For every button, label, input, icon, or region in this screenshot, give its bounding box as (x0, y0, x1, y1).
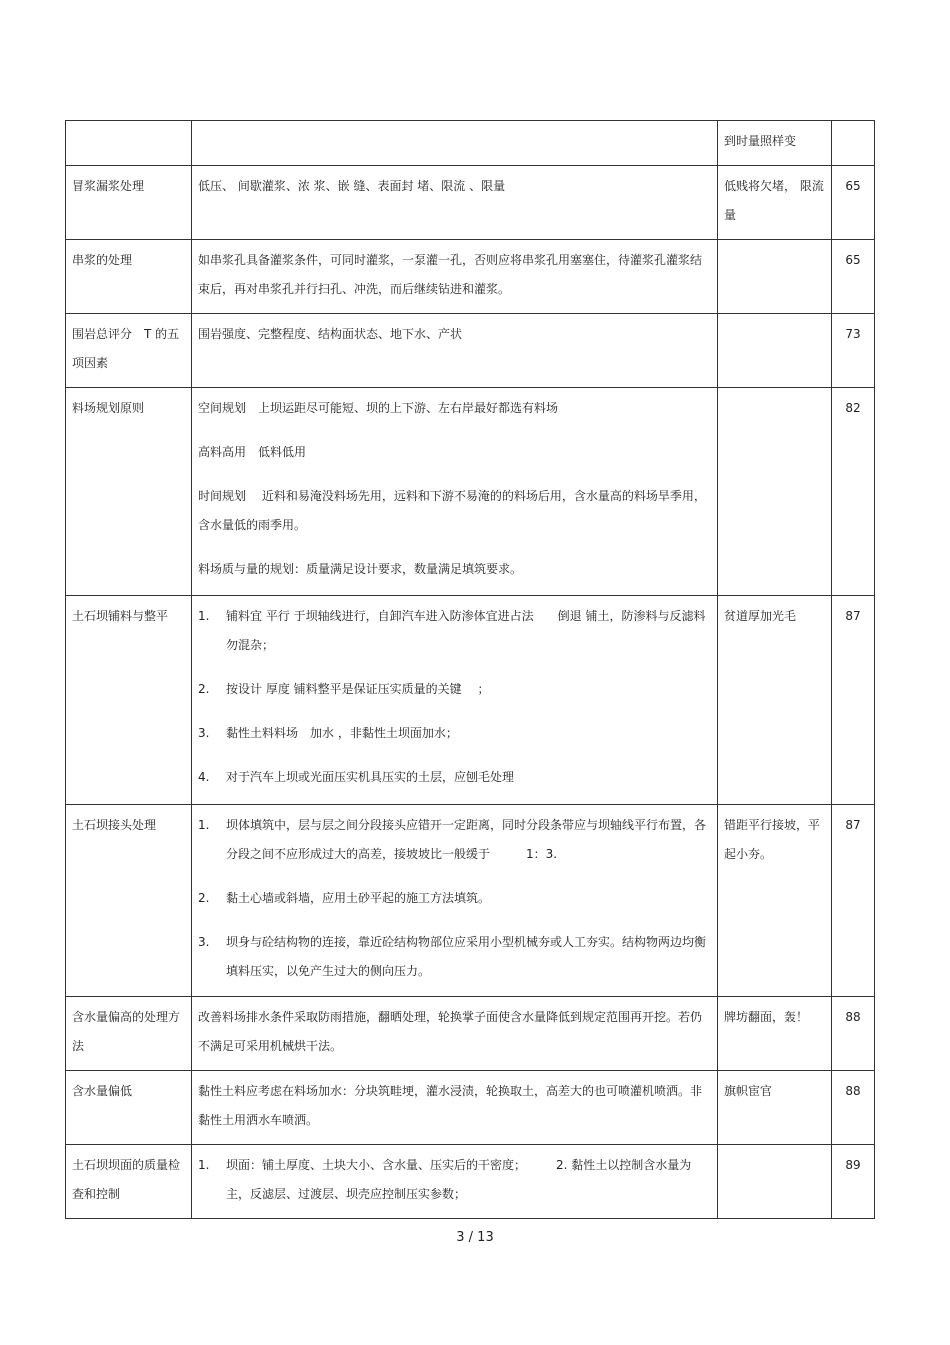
notes-table (65, 120, 875, 1219)
topic-cell: 含水量偏低 (66, 1071, 192, 1145)
list-item (198, 602, 711, 660)
memo-cell: 贫道厚加光毛 (718, 596, 832, 805)
topic-cell: 土石坝坝面的质量检查和控制 (66, 1145, 192, 1219)
memo-cell: 错距平行接坡，平起小夯。 (718, 805, 832, 997)
list-item-number: 1. (198, 1158, 210, 1172)
page-number-cell (832, 121, 875, 166)
list-item (198, 811, 711, 869)
page-number-cell: 87 (832, 596, 875, 805)
content-paragraph: 改善料场排水条件采取防雨措施，翻晒处理，轮换掌子面使含水量降低到规定范围再开挖。若仍不满足可采用机械烘干法。 (198, 1010, 703, 1053)
list-item-text: 坝面：铺土厚度、土块大小、含水量、压实后的干密度； 2. 黏性土以控制含水量为主，反滤层、过渡层、坝壳应控制压实参数； (226, 1158, 692, 1201)
content-cell (192, 1071, 718, 1145)
content-cell (192, 805, 718, 997)
content-paragraph: 时间规划 近料和易淹没料场先用，远料和下游不易淹的的料场后用，含水量高的料场旱季用，含水量低的雨季用。 (198, 489, 706, 532)
topic-cell: 串浆的处理 (66, 240, 192, 314)
table-row (66, 121, 875, 166)
topic-cell: 冒浆漏浆处理 (66, 166, 192, 240)
list-item-number: 2. (198, 891, 210, 905)
page-number-cell: 73 (832, 314, 875, 388)
memo-cell (718, 314, 832, 388)
topic-cell: 围岩总评分 T 的五项因素 (66, 314, 192, 388)
memo-cell: 低贱将欠堵， 限流量 (718, 166, 832, 240)
memo-cell (718, 388, 832, 596)
list-item-text: 黏性土料料场 加水 ，非黏性土坝面加水； (226, 726, 458, 740)
page-indicator: 3 / 13 (456, 1230, 494, 1245)
page-number-cell: 87 (832, 805, 875, 997)
page-number-cell: 89 (832, 1145, 875, 1219)
content-cell (192, 596, 718, 805)
memo-cell: 旗帜宦官 (718, 1071, 832, 1145)
topic-cell: 料场规划原则 (66, 388, 192, 596)
page-number-cell: 88 (832, 997, 875, 1071)
list-item-text: 铺料宜 平行 于坝轴线进行，自卸汽车进入防渗体宜进占法 倒退 铺土，防渗料与反滤料勿混杂； (226, 609, 706, 652)
table-row (66, 1145, 875, 1219)
list-item (198, 719, 711, 748)
memo-cell: 到时量照样变 (718, 121, 832, 166)
content-cell (192, 166, 718, 240)
content-paragraph: 围岩强度、完整程度、结构面状态、地下水、产状 (198, 327, 463, 341)
list-item-text: 对于汽车上坝或光面压实机具压实的土层，应刨毛处理 (226, 770, 515, 784)
list-item-number: 3. (198, 726, 210, 740)
list-item (198, 675, 711, 704)
content-cell (192, 1145, 718, 1219)
list-item (198, 928, 711, 986)
memo-cell: 牌坊翻面，轰！ (718, 997, 832, 1071)
list-item-text: 坝身与砼结构物的连接，靠近砼结构物部位应采用小型机械夯或人工夯实。结构物两边均衡填料压实，以免产生过大的侧向压力。 (226, 935, 707, 978)
page-number-cell: 65 (832, 166, 875, 240)
memo-cell (718, 1145, 832, 1219)
content-cell (192, 240, 718, 314)
table-row (66, 388, 875, 596)
list-item-text: 黏土心墙或斜墙，应用土砂平起的施工方法填筑。 (226, 891, 491, 905)
table-row (66, 596, 875, 805)
table-row (66, 997, 875, 1071)
list-item-number: 2. (198, 682, 210, 696)
content-paragraph: 高料高用 低料低用 (198, 445, 307, 459)
list-item-number: 1. (198, 818, 210, 832)
list-item (198, 1151, 711, 1209)
content-paragraph: 料场质与量的规划：质量满足设计要求，数量满足填筑要求。 (198, 562, 523, 576)
list-item (198, 763, 711, 792)
content-cell (192, 997, 718, 1071)
content-cell (192, 121, 718, 166)
table-row (66, 805, 875, 997)
topic-cell: 土石坝接头处理 (66, 805, 192, 997)
page-number-cell: 82 (832, 388, 875, 596)
list-item-number: 1. (198, 609, 210, 623)
table-row (66, 166, 875, 240)
topic-cell (66, 121, 192, 166)
content-cell (192, 388, 718, 596)
content-cell (192, 314, 718, 388)
list-item-number: 4. (198, 770, 210, 784)
list-item-number: 3. (198, 935, 210, 949)
list-item-text: 坝体填筑中，层与层之间分段接头应错开一定距离，同时分段条带应与坝轴线平行布置，各分段之间不应形成过大的高差，接坡坡比一般缓于 1：3. (226, 818, 707, 861)
table-body (66, 121, 875, 1219)
list-item-text: 按设计 厚度 铺料整平是保证压实质量的关键 ； (226, 682, 490, 696)
list-item (198, 884, 711, 913)
content-paragraph: 如串浆孔具备灌浆条件，可同时灌浆，一泵灌一孔，否则应将串浆孔用塞塞住，待灌浆孔灌浆结束后，再对串浆孔并行扫孔、冲洗，而后继续钻进和灌浆。 (198, 253, 703, 296)
topic-cell: 含水量偏高的处理方法 (66, 997, 192, 1071)
content-paragraph: 黏性土料应考虑在料场加水：分块筑畦埂，灌水浸渍，轮换取土，高差大的也可喷灌机喷洒。非黏性土用洒水车喷洒。 (198, 1084, 703, 1127)
page-number-cell: 65 (832, 240, 875, 314)
table-row (66, 1071, 875, 1145)
page-number-cell: 88 (832, 1071, 875, 1145)
content-paragraph: 低压、 间歇灌浆、浓 浆、嵌 缝、表面封 堵、限流 、限量 (198, 179, 506, 193)
table-row (66, 240, 875, 314)
topic-cell: 土石坝铺料与整平 (66, 596, 192, 805)
content-paragraph: 空间规划 上坝运距尽可能短、坝的上下游、左右岸最好都选有料场 (198, 401, 559, 415)
table-row (66, 314, 875, 388)
memo-cell (718, 240, 832, 314)
